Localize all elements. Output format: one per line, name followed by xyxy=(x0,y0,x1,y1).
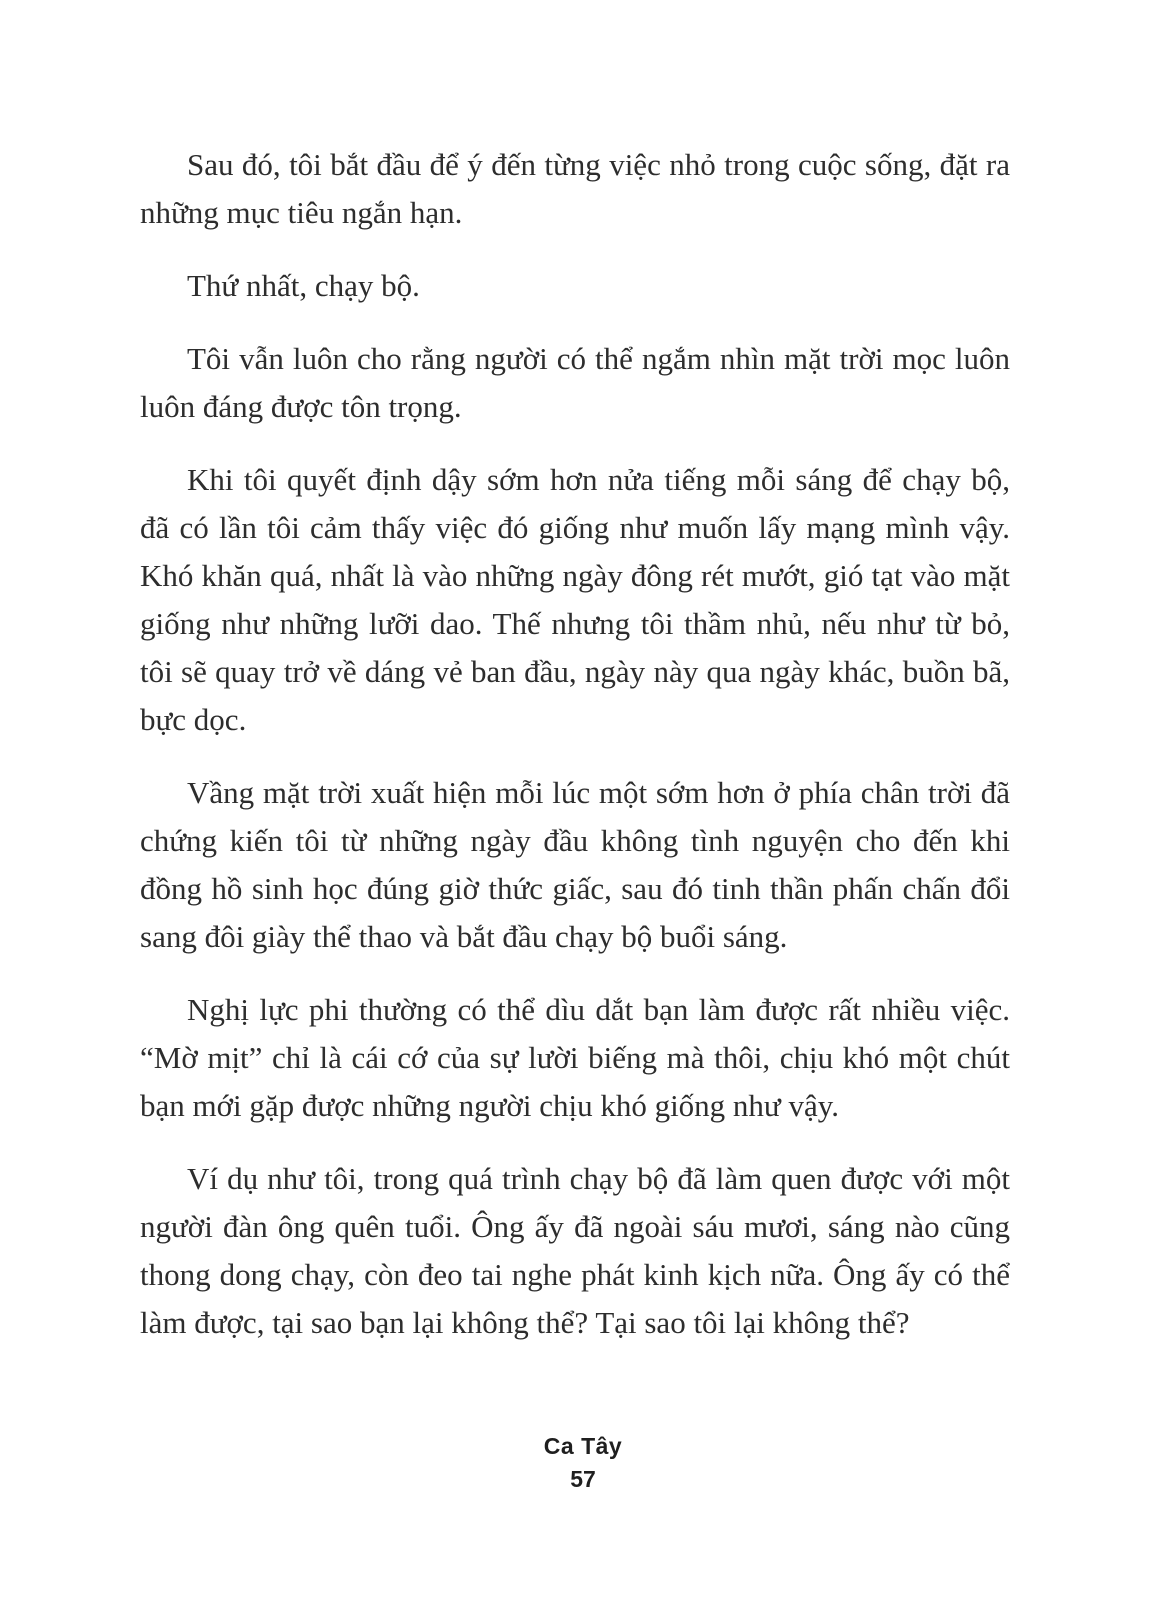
paragraph-3: Tôi vẫn luôn cho rằng người có thể ngắm nhìn mặt trời mọc luôn luôn đáng được tôn trọng. xyxy=(140,341,1010,424)
page-number: 57 xyxy=(570,1466,596,1492)
paragraph-2: Thứ nhất, chạy bộ. xyxy=(187,268,420,303)
paragraph-5: Vầng mặt trời xuất hiện mỗi lúc một sớm hơn ở phía chân trời đã chứng kiến tôi từ những ngày đầu không tình nguyện cho đến khi đồng hồ sinh học đúng giờ thức giấc, sau đó tinh thần phấn chấn đổi sang đôi giày thể thao và bắt đầu chạy bộ buổi sáng. xyxy=(140,775,1010,954)
running-title: Ca Tây xyxy=(543,1433,623,1459)
paragraph-6: Nghị lực phi thường có thể dìu dắt bạn làm được rất nhiều việc. “Mờ mịt” chỉ là cái cớ của sự lười biếng mà thôi, chịu khó một chút bạn mới gặp được những người chịu khó giống như vậy. xyxy=(140,992,1010,1123)
paragraph-4: Khi tôi quyết định dậy sớm hơn nửa tiếng mỗi sáng để chạy bộ, đã có lần tôi cảm thấy việc đó giống như muốn lấy mạng mình vậy. Khó khăn quá, nhất là vào những ngày đông rét mướt, gió tạt vào mặt giống như những lưỡi dao. Thế nhưng tôi thầm nhủ, nếu như từ bỏ, tôi sẽ quay trở về dáng vẻ ban đầu, ngày này qua ngày khác, buồn bã, bực dọc. xyxy=(140,462,1010,737)
page-footer xyxy=(0,1433,1166,1493)
paragraph-7: Ví dụ như tôi, trong quá trình chạy bộ đã làm quen được với một người đàn ông quên tuổi. Ông ấy đã ngoài sáu mươi, sáng nào cũng thong dong chạy, còn đeo tai nghe phát kinh kịch nữa. Ông ấy có thể làm được, tại sao bạn lại không thể? Tại sao tôi lại không thể? xyxy=(140,1161,1010,1340)
paragraph-1: Sau đó, tôi bắt đầu để ý đến từng việc nhỏ trong cuộc sống, đặt ra những mục tiêu ngắn hạn. xyxy=(140,147,1010,230)
page-body xyxy=(140,141,1010,1347)
